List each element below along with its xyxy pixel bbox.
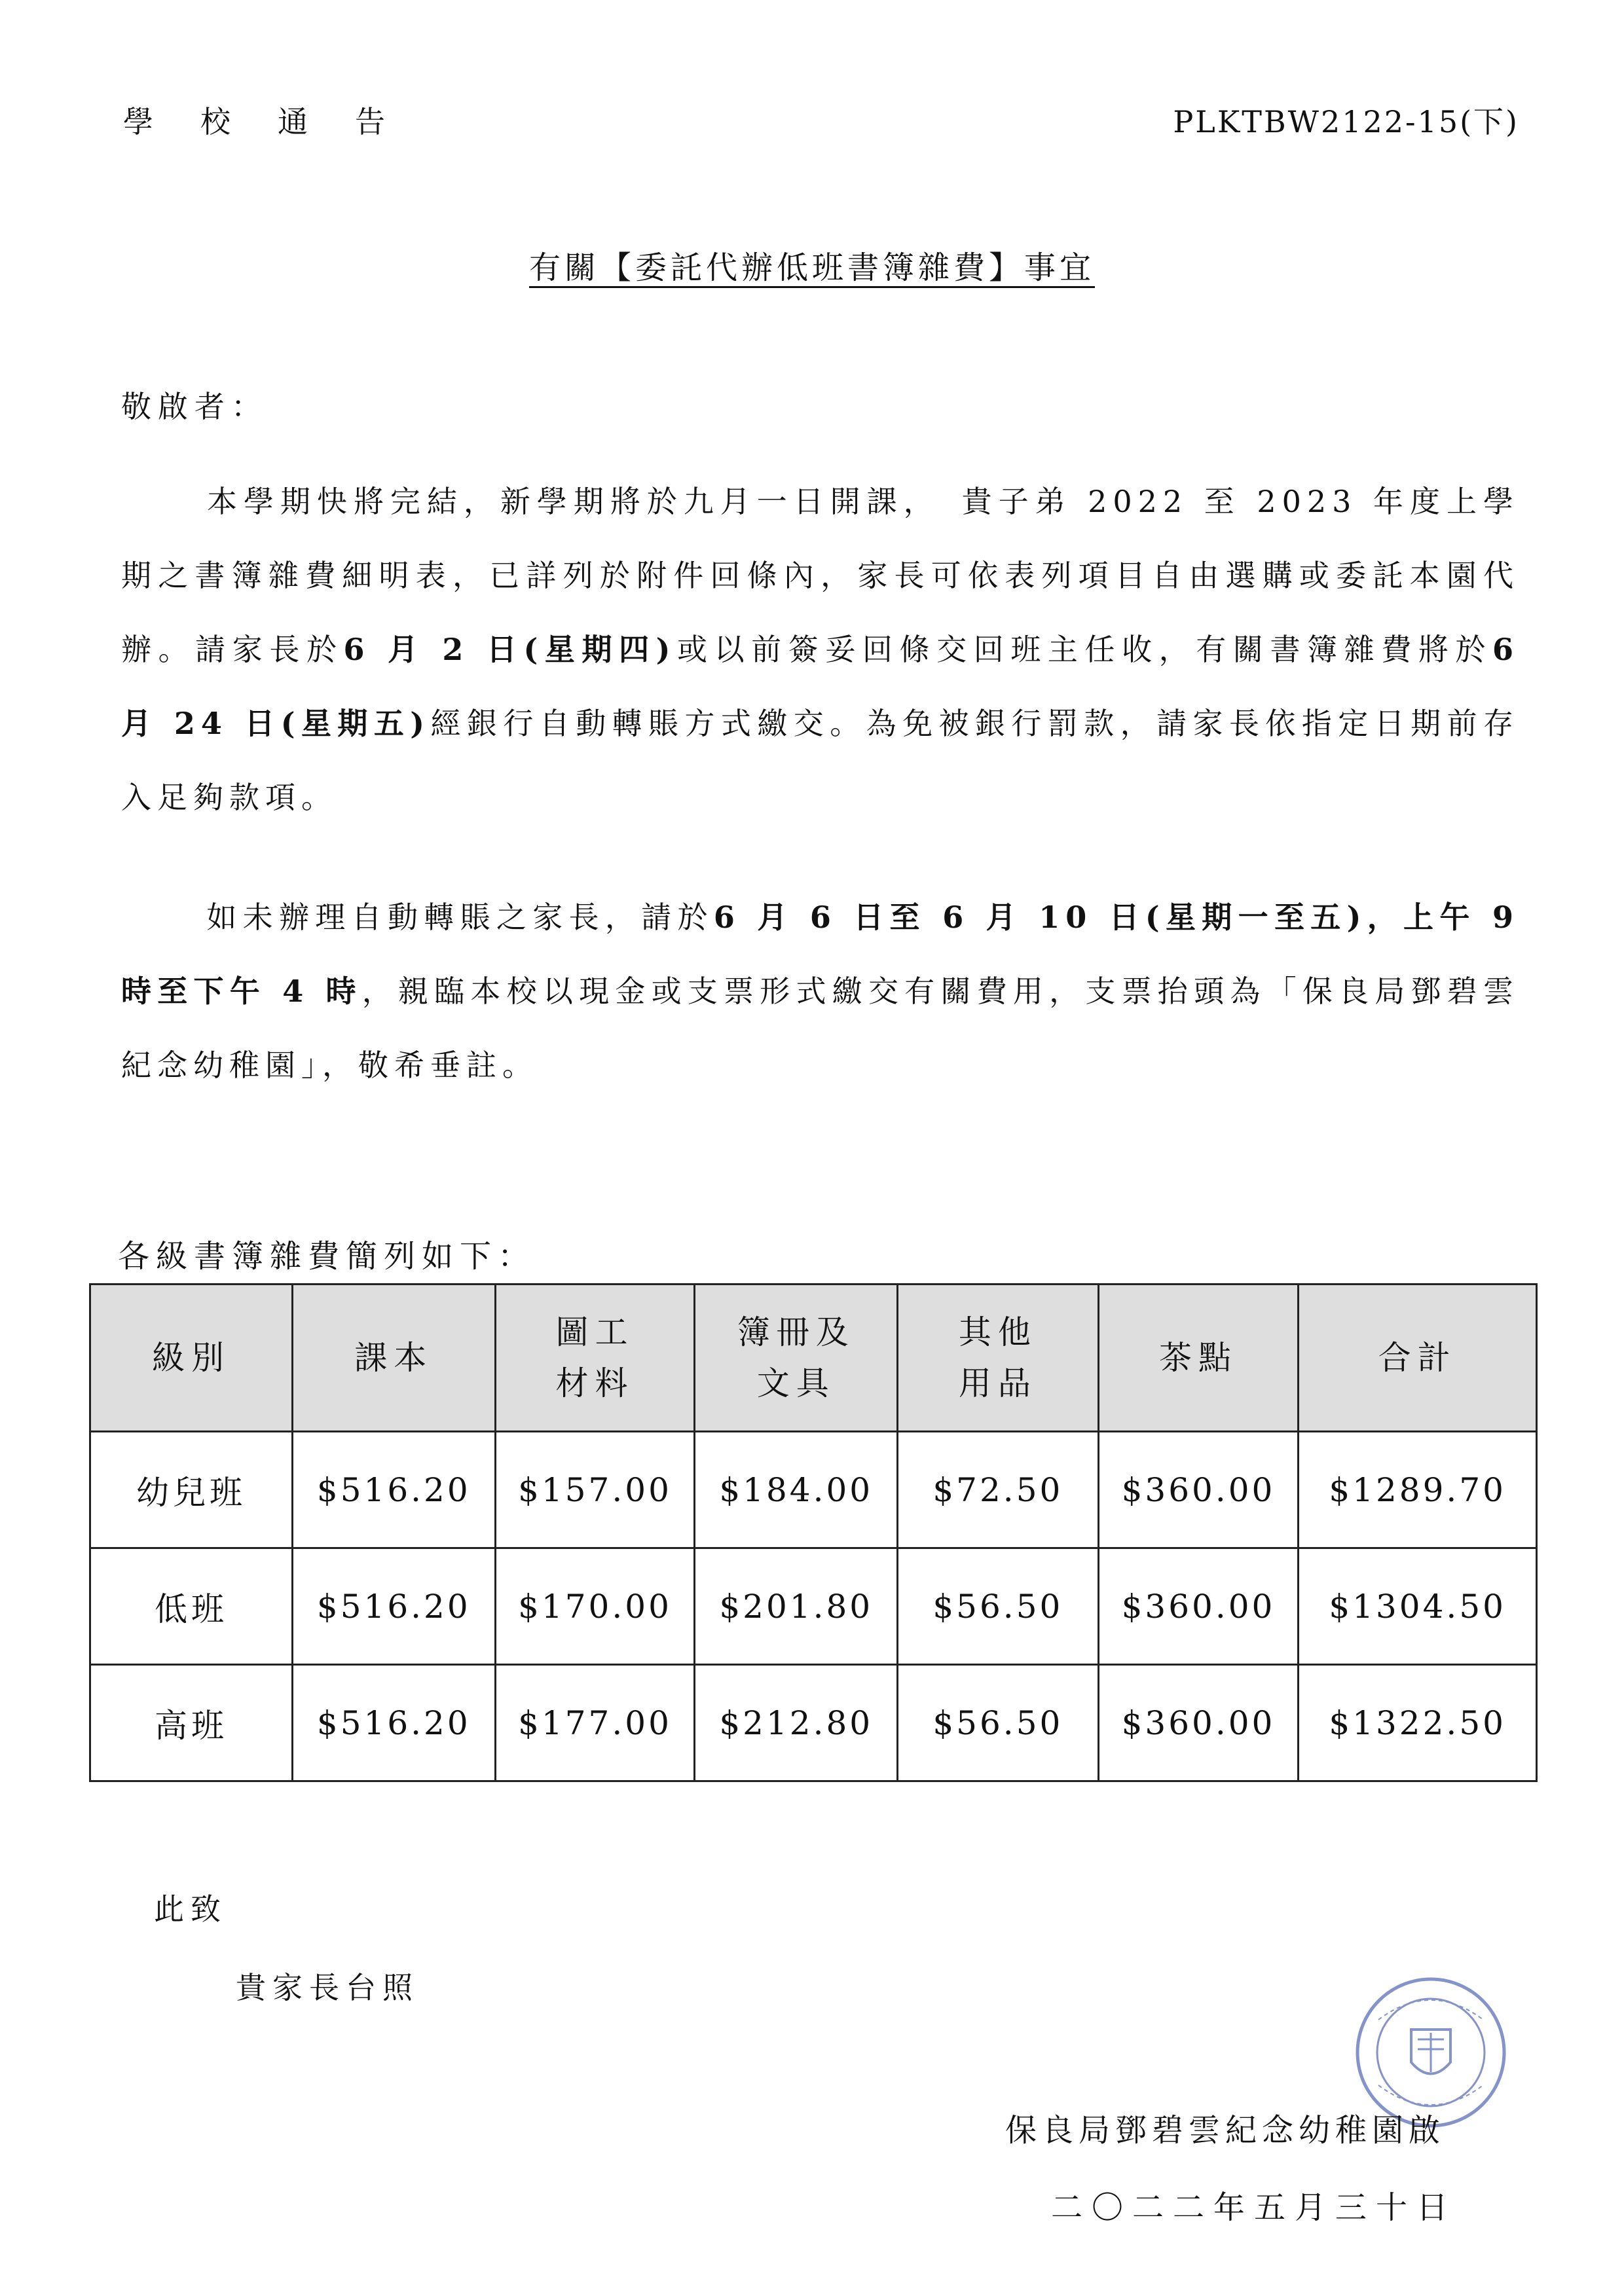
column-header: 茶點 <box>1098 1285 1299 1432</box>
fee-cell: $177.00 <box>495 1665 695 1781</box>
table-row <box>90 1548 1537 1665</box>
fee-cell: $212.80 <box>695 1665 898 1781</box>
fee-cell: $360.00 <box>1098 1548 1299 1665</box>
reference-number: PLKTBW2122-15(下) <box>1173 104 1519 139</box>
table-header-row <box>90 1285 1537 1432</box>
fee-cell: $516.20 <box>292 1548 495 1665</box>
notice-label: 學校通告 <box>123 104 432 139</box>
fee-cell: $56.50 <box>898 1548 1099 1665</box>
notice-title: 有關【委託代辦低班書簿雜費】事宜 <box>528 249 1095 286</box>
column-header: 級別 <box>90 1285 293 1432</box>
column-header: 簿冊及 文具 <box>695 1285 898 1432</box>
fee-cell: $1304.50 <box>1299 1548 1537 1665</box>
closing: 此致 <box>154 1891 227 1927</box>
fee-cell: $170.00 <box>495 1548 695 1665</box>
paragraph-cash-payment: 如未辦理自動轉賬之家長，請於6 月 6 日至 6 月 10 日(星期一至五)，上午 9 時至下午 4 時，親臨本校以現金或支票形式繳交有關費用，支票抬頭為「保良局鄧碧雲紀念幼稚園」，敬希垂註。 <box>121 900 1520 1083</box>
grade-cell: 高班 <box>90 1665 293 1781</box>
fee-cell: $56.50 <box>898 1665 1099 1781</box>
fee-cell: $201.80 <box>695 1548 898 1665</box>
column-header: 圖工 材料 <box>495 1285 695 1432</box>
issue-date: 二〇二二年五月三十日 <box>1051 2189 1458 2226</box>
cash-payment-period: 6 月 6 日至 6 月 10 日(星期一至五)，上午 9 時至下午 4 時 <box>121 900 1520 1009</box>
fee-cell: $72.50 <box>898 1432 1099 1548</box>
column-header: 合計 <box>1299 1285 1537 1432</box>
fee-cell: $184.00 <box>695 1432 898 1548</box>
fee-cell: $157.00 <box>495 1432 695 1548</box>
table-row <box>90 1432 1537 1548</box>
table-heading: 各級書簿雜費簡列如下： <box>118 1238 536 1275</box>
fee-cell: $360.00 <box>1098 1432 1299 1548</box>
fee-cell: $516.20 <box>292 1432 495 1548</box>
grade-cell: 低班 <box>90 1548 293 1665</box>
reply-deadline: 6 月 2 日(星期四) <box>343 632 676 667</box>
paragraph-payment-info: 本學期快將完結，新學期將於九月一日開課， 貴子弟 2022 至 2023 年度上學期之書簿雜費細明表，已詳列於附件回條內，家長可依表列項目自由選購或委託本園代辦。請家長於6 月 2 日(星期四)或以前簽妥回條交回班主任收，有關書簿雜費將於6 月 24 日(星期五)經銀行自動轉賬方式繳交。為免被銀行罰款，請家長依指定日期前存入足夠款項。 <box>121 484 1520 815</box>
autopay-date: 6 月 24 日(星期五) <box>121 632 1520 741</box>
fees-table <box>89 1283 1538 1782</box>
recipient: 貴家長台照 <box>236 1970 419 2005</box>
salutation: 敬啟者： <box>121 389 268 424</box>
fee-cell: $1289.70 <box>1299 1432 1537 1548</box>
fee-cell: $1322.50 <box>1299 1665 1537 1781</box>
table-row <box>90 1665 1537 1781</box>
column-header: 課本 <box>292 1285 495 1432</box>
fee-cell: $516.20 <box>292 1665 495 1781</box>
column-header: 其他 用品 <box>898 1285 1099 1432</box>
grade-cell: 幼兒班 <box>90 1432 293 1548</box>
signature: 保良局鄧碧雲紀念幼稚園啟 <box>1005 2112 1446 2149</box>
fee-cell: $360.00 <box>1098 1665 1299 1781</box>
